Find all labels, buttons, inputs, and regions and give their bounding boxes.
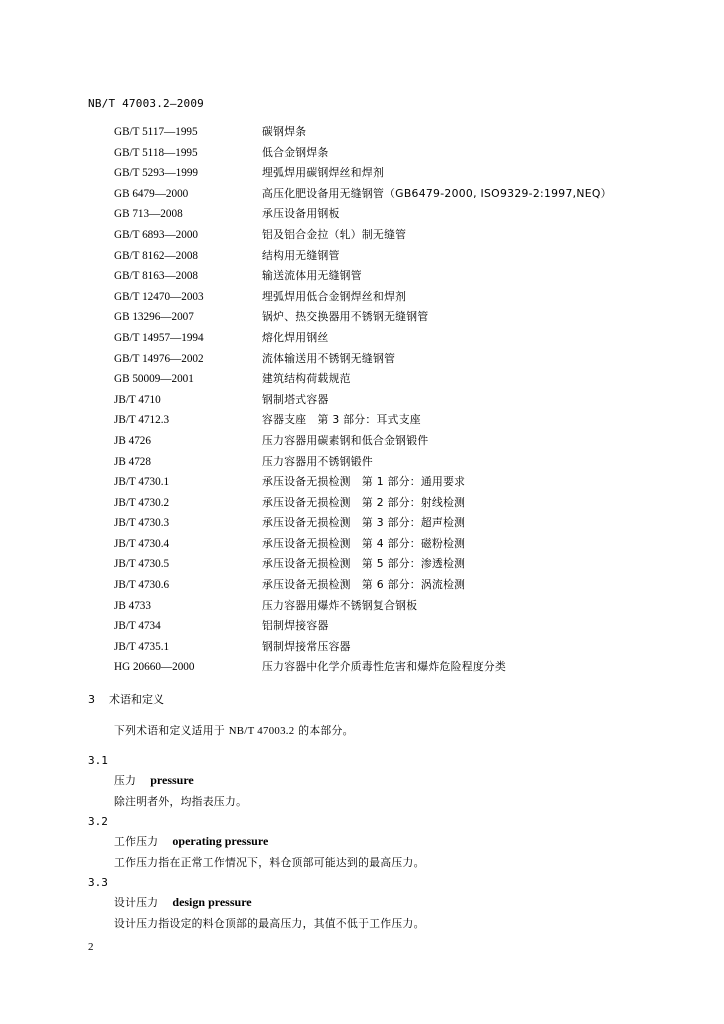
reference-code: JB/T 4710: [114, 393, 161, 406]
reference-title: 埋弧焊用低合金钢焊丝和焊剂: [262, 289, 407, 303]
section-heading: [88, 691, 164, 707]
document-header: NB/T 47003.2—2009: [88, 97, 204, 110]
reference-row: [114, 452, 714, 473]
reference-title: 承压设备无损检测 第 2 部分：射线检测: [262, 495, 466, 509]
reference-title: 熔化焊用钢丝: [262, 330, 329, 344]
reference-row: [114, 616, 714, 637]
term-heading: [114, 773, 194, 788]
reference-code: JB/T 4730.6: [114, 579, 170, 592]
reference-row: [114, 657, 714, 678]
reference-row: [114, 431, 714, 452]
term-number: 3.3: [88, 876, 108, 889]
reference-title: 钢制焊接常压容器: [262, 639, 351, 653]
term-definition: 工作压力指在正常工作情况下，料仓顶部可能达到的最高压力。: [114, 856, 425, 869]
section-intro: 下列术语和定义适用于 NB/T 47003.2 的本部分。: [114, 724, 354, 737]
reference-title: 压力容器用碳素钢和低合金钢锻件: [262, 433, 429, 447]
reference-row: [114, 266, 714, 287]
reference-row: [114, 390, 714, 411]
reference-code: GB/T 12470—2003: [114, 290, 204, 303]
reference-title: 压力容器用不锈钢锻件: [262, 454, 373, 468]
reference-row: [114, 637, 714, 658]
reference-title: 结构用无缝钢管: [262, 248, 340, 262]
reference-title: 埋弧焊用碳钢焊丝和焊剂: [262, 166, 385, 180]
reference-code: GB/T 8162—2008: [114, 249, 199, 262]
reference-code: JB/T 4734: [114, 620, 161, 633]
reference-title: 低合金钢焊条: [262, 145, 329, 159]
reference-row: [114, 225, 714, 246]
reference-code: JB 4733: [114, 599, 151, 612]
reference-row: [114, 410, 714, 431]
section-title: 术语和定义: [109, 693, 164, 706]
reference-row: [114, 204, 714, 225]
reference-row: [114, 287, 714, 308]
reference-code: GB/T 8163—2008: [114, 270, 199, 283]
reference-title: 承压设备无损检测 第 6 部分：涡流检测: [262, 578, 466, 592]
term-heading: [114, 895, 252, 910]
reference-row: [114, 472, 714, 493]
reference-title: 承压设备用钢板: [262, 207, 340, 221]
reference-code: GB 13296—2007: [114, 311, 194, 324]
reference-row: [114, 246, 714, 267]
reference-title: 铝及铝合金拉（轧）制无缝管: [262, 227, 407, 241]
normative-references-list: [114, 122, 714, 678]
reference-code: JB 4726: [114, 434, 151, 447]
reference-code: JB 4728: [114, 455, 151, 468]
reference-title: 碳钢焊条: [262, 125, 307, 138]
reference-row: [114, 143, 714, 164]
reference-title: 铝制焊接容器: [262, 619, 329, 633]
term-number: 3.1: [88, 754, 108, 767]
reference-title: 压力容器用爆炸不锈钢复合钢板: [262, 598, 418, 612]
reference-code: JB/T 4735.1: [114, 640, 170, 653]
reference-row: [114, 596, 714, 617]
term-number: 3.2: [88, 815, 108, 828]
reference-title: 承压设备无损检测 第 1 部分：通用要求: [262, 475, 466, 489]
reference-code: GB/T 5117—1995: [114, 126, 198, 138]
reference-row: [114, 163, 714, 184]
reference-row: [114, 184, 714, 205]
reference-title: 锅炉、热交换器用不锈钢无缝钢管: [262, 310, 429, 324]
term-heading: [114, 834, 268, 849]
term-zh: 设计压力: [114, 896, 159, 909]
reference-code: GB 50009—2001: [114, 373, 194, 386]
reference-code: HG 20660—2000: [114, 661, 195, 674]
reference-title: 容器支座 第 3 部分：耳式支座: [262, 413, 421, 427]
reference-row: [114, 349, 714, 370]
reference-code: JB/T 4730.3: [114, 517, 170, 530]
reference-code: GB/T 5118—1995: [114, 146, 198, 159]
reference-title: 钢制塔式容器: [262, 392, 329, 406]
term-en: operating pressure: [172, 834, 269, 848]
reference-row: [114, 307, 714, 328]
reference-row: [114, 513, 714, 534]
reference-title: 建筑结构荷载规范: [262, 372, 351, 386]
reference-row: [114, 534, 714, 555]
reference-code: GB/T 5293—1999: [114, 167, 199, 180]
reference-title: 输送流体用无缝钢管: [262, 269, 362, 283]
reference-code: JB/T 4730.1: [114, 476, 170, 489]
term-definition: 除注明者外，均指表压力。: [114, 795, 248, 808]
term-zh: 压力: [114, 774, 137, 787]
reference-code: JB/T 4712.3: [114, 414, 170, 427]
reference-code: GB/T 14957—1994: [114, 331, 204, 344]
reference-row: [114, 369, 714, 390]
reference-title: 高压化肥设备用无缝钢管（GB6479-2000, ISO9329-2:1997,NEQ）: [262, 186, 612, 200]
term-zh: 工作压力: [114, 835, 159, 848]
reference-row: [114, 122, 714, 143]
reference-code: JB/T 4730.4: [114, 537, 170, 550]
reference-code: JB/T 4730.2: [114, 496, 170, 509]
reference-row: [114, 575, 714, 596]
reference-title: 承压设备无损检测 第 4 部分：磁粉检测: [262, 536, 466, 550]
reference-title: 承压设备无损检测 第 5 部分：渗透检测: [262, 557, 466, 571]
reference-code: GB 713—2008: [114, 208, 183, 221]
reference-row: [114, 493, 714, 514]
reference-row: [114, 328, 714, 349]
term-definition: 设计压力指设定的料仓顶部的最高压力，其值不低于工作压力。: [114, 917, 425, 930]
reference-code: GB 6479—2000: [114, 187, 189, 200]
reference-title: 流体输送用不锈钢无缝钢管: [262, 351, 396, 365]
reference-title: 压力容器中化学介质毒性危害和爆炸危险程度分类: [262, 660, 507, 674]
section-number: 3: [88, 693, 95, 706]
reference-code: GB/T 14976—2002: [114, 352, 204, 365]
reference-title: 承压设备无损检测 第 3 部分：超声检测: [262, 516, 466, 530]
reference-code: JB/T 4730.5: [114, 558, 170, 571]
reference-code: GB/T 6893—2000: [114, 228, 199, 241]
term-en: pressure: [150, 773, 194, 787]
term-en: design pressure: [172, 895, 252, 909]
reference-row: [114, 554, 714, 575]
page-number: 2: [88, 941, 94, 953]
